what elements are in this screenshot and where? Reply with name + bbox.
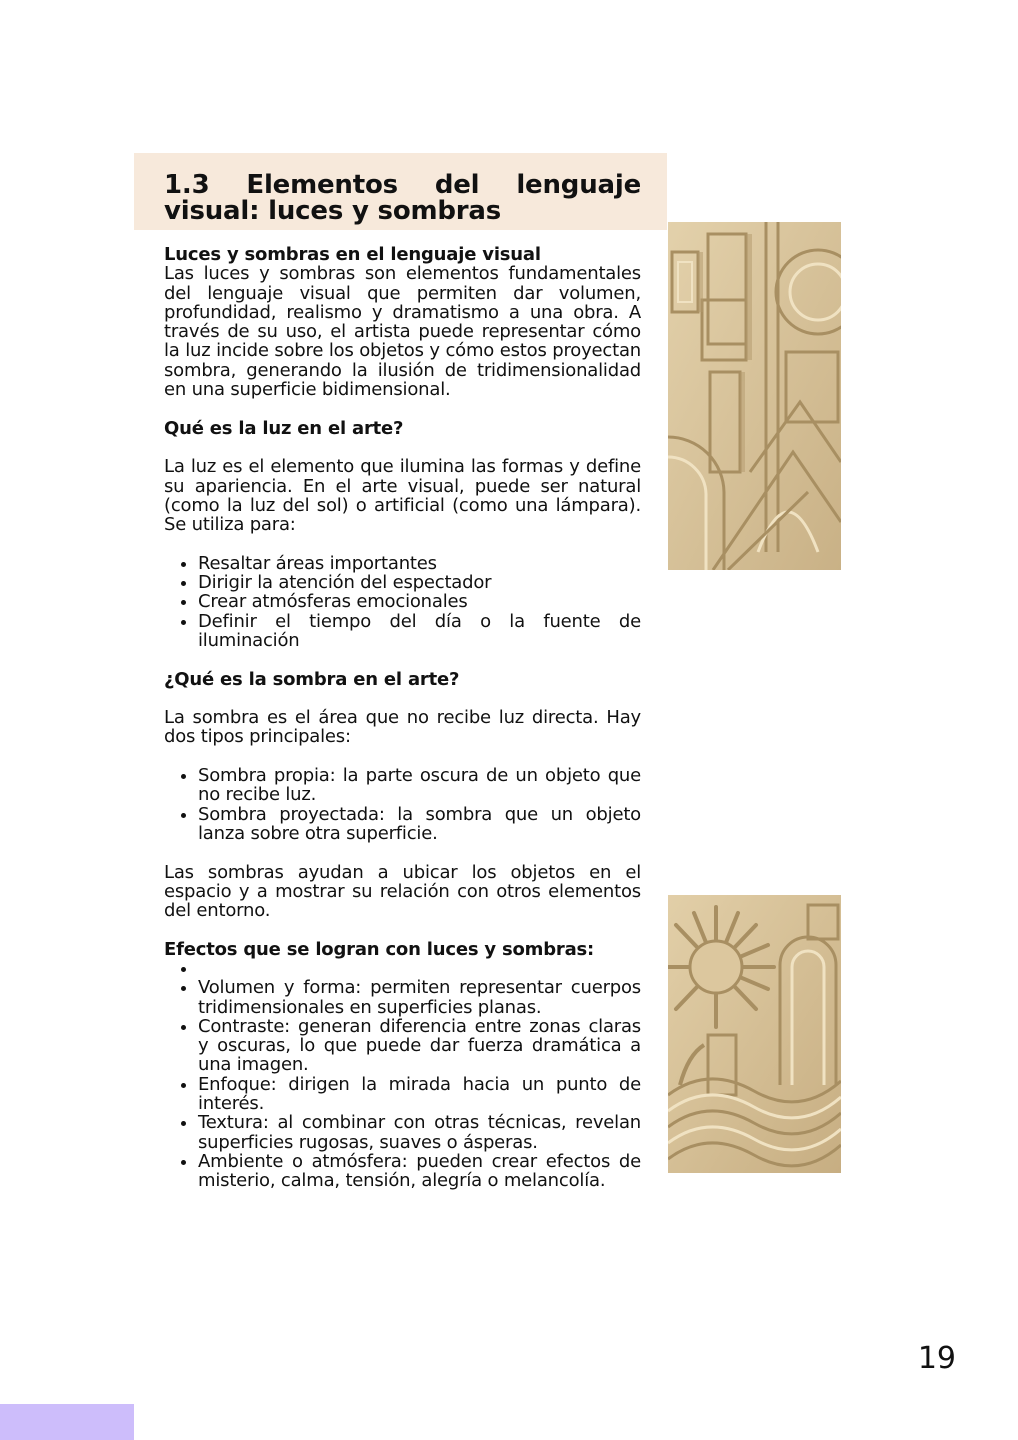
luz-paragraph: La luz es el elemento que ilumina las formas y define su apariencia. En el arte visual, puede ser natural (como la luz del sol) o artificial (como una lámpara). Se utiliza para:: [164, 456, 641, 536]
intro-heading: Luces y sombras en el lenguaje visual: [164, 244, 541, 265]
intro-paragraph: Las luces y sombras son elementos fundamentales del lenguaje visual que permiten dar volumen, profundidad, realismo y dramatismo a una obra. A través de su uso, el artista puede representar cómo la luz incide sobre los objetos y cómo estos proyectan sombra, generando la ilusión de tridimensionalidad en una superficie bidimensional.: [164, 263, 641, 401]
list-item: • Resaltar áreas importantes: [198, 554, 641, 573]
sombra-closing-paragraph: Las sombras ayudan a ubicar los objetos en el espacio y a mostrar su relación con otros elementos del entorno.: [164, 861, 641, 922]
list-item: • Volumen y forma: permiten representar cuerpos tridimensionales en superficies planas.: [198, 978, 641, 1017]
main-content: [164, 245, 641, 1191]
list-item: • Sombra propia: la parte oscura de un objeto que no recibe luz.: [198, 766, 641, 805]
corner-accent-bar: [0, 1404, 134, 1440]
list-item: • Contraste: generan diferencia entre zonas claras y oscuras, lo que puede dar fuerza dramática a una imagen.: [198, 1017, 641, 1075]
list-item: • Definir el tiempo del día o la fuente de iluminación: [198, 612, 641, 651]
sombra-list: [164, 766, 641, 843]
relief-image-geometric: [668, 222, 841, 570]
list-item: • Crear atmósferas emocionales: [198, 592, 641, 611]
sombra-paragraph: La sombra es el área que no recibe luz directa. Hay dos tipos principales:: [164, 707, 641, 748]
list-item: • Sombra proyectada: la sombra que un objeto lanza sobre otra superficie.: [198, 805, 641, 844]
list-item: • Ambiente o atmósfera: pueden crear efectos de misterio, calma, tensión, alegría o melancolía.: [198, 1152, 641, 1191]
list-item-empty: [198, 959, 641, 978]
luz-list: [164, 554, 641, 650]
sombra-heading: ¿Qué es la sombra en el arte?: [164, 668, 460, 690]
list-item: • Enfoque: dirigen la mirada hacia un punto de interés.: [198, 1075, 641, 1114]
efectos-heading: Efectos que se logran con luces y sombras:: [164, 938, 595, 960]
luz-heading: Qué es la luz en el arte?: [164, 417, 404, 439]
page-title: 1.3 Elementos del lenguaje visual: luces y sombras: [164, 170, 641, 226]
list-item: • Dirigir la atención del espectador: [198, 573, 641, 592]
list-item: • Textura: al combinar con otras técnicas, revelan superficies rugosas, suaves o ásperas.: [198, 1113, 641, 1152]
efectos-list: [164, 959, 641, 1191]
relief-image-sun-waves: [668, 895, 841, 1173]
page-number: 19: [917, 1341, 956, 1376]
